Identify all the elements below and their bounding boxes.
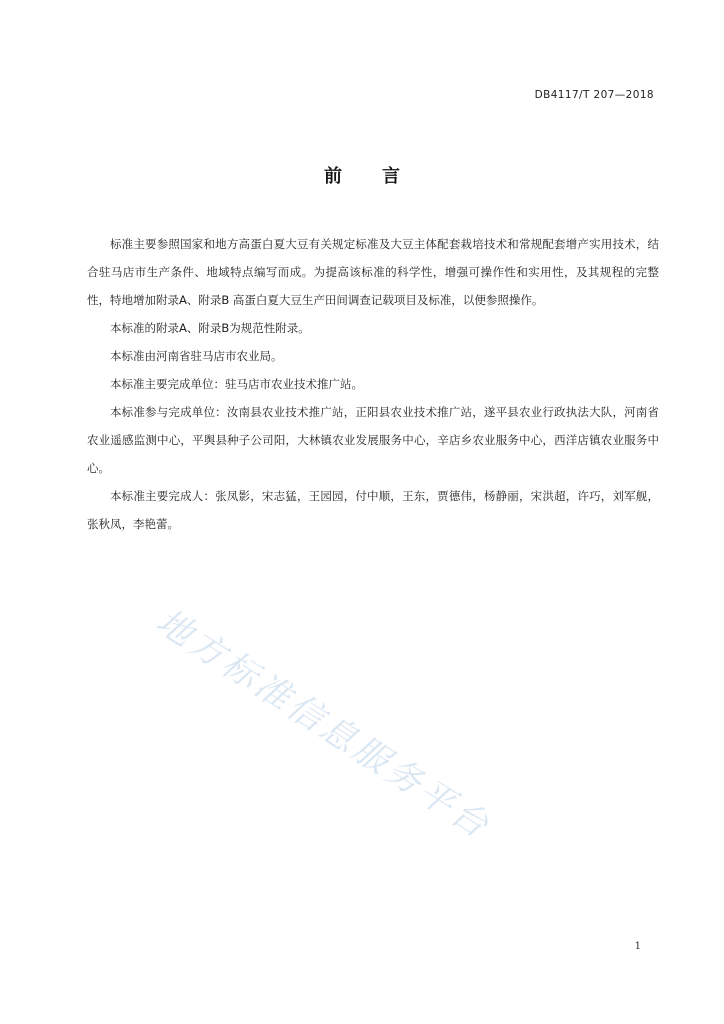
paragraph-participating-units: 本标准参与完成单位：汝南县农业技术推广站，正阳县农业技术推广站，遂平县农业行政执法大队，河南省农业遥感监测中心，平舆县种子公司阳，大林镇农业发展服务中心，辛店乡农业服务中心，西洋店镇农业服务中心。	[87, 405, 659, 475]
document-code: DB4117/T 207—2018	[534, 89, 654, 101]
paragraph-main-unit: 本标准主要完成单位：驻马店市农业技术推广站。	[110, 377, 363, 391]
watermark-text: 地方标准信息服务平台	[148, 601, 498, 848]
paragraph-proposer: 本标准由河南省驻马店市农业局。	[110, 349, 283, 363]
page-number: 1	[634, 941, 641, 952]
paragraph-appendix: 本标准的附录A、附录B为规范性附录。	[110, 321, 310, 335]
paragraph-drafters: 本标准主要完成人：张凤影，宋志猛，王园园，付中顺，王东，贾德伟，杨静丽，宋洪超，许巧，刘军舰，张秋凤，李艳蕾。	[87, 489, 659, 531]
document-body	[87, 230, 659, 538]
paragraph-intro: 标准主要参照国家和地方高蛋白夏大豆有关规定标准及大豆主体配套栽培技术和常规配套增产实用技术，结合驻马店市生产条件、地域特点编写而成。为提高该标准的科学性，增强可操作性和实用性，及其规程的完整性，特地增加附录A、附录B 高蛋白夏大豆生产田间调查记载项目及标准，以便参照操作。	[87, 237, 659, 307]
page-title: 前言	[324, 166, 440, 187]
